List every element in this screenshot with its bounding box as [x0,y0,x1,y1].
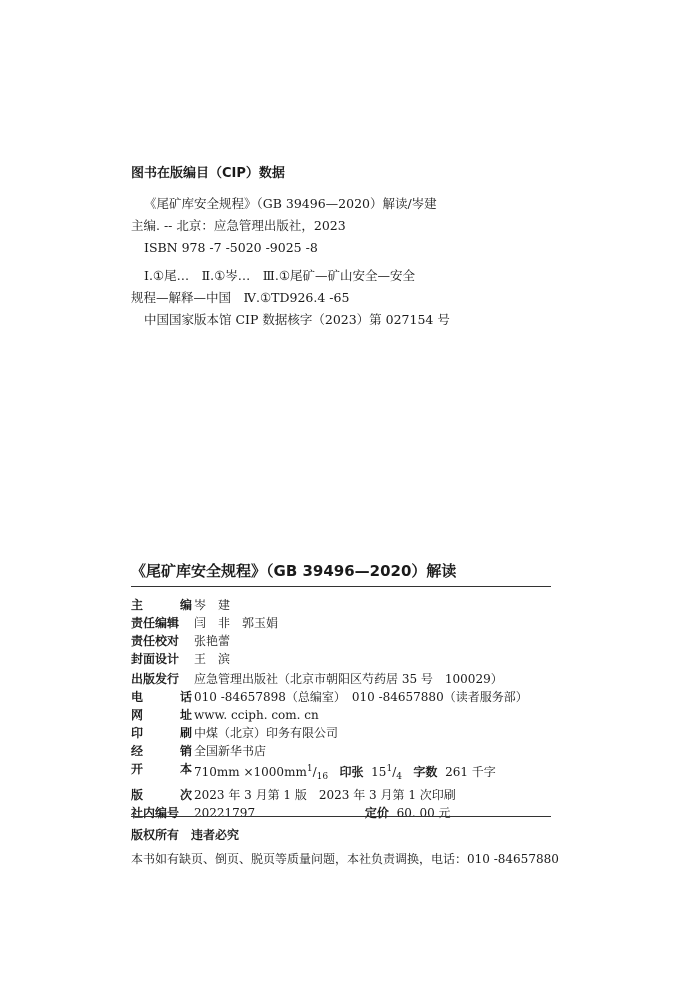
cip-line-title: 《尾矿库安全规程》（GB 39496—2020）解读/岑建 [144,196,437,211]
book-title: 《尾矿库安全规程》（GB 39496—2020）解读 [131,562,457,580]
copyright-note: 本书如有缺页、倒页、脱页等质量问题，本社负责调换，电话：010 -84657880 [131,852,559,866]
specs-block [131,760,551,822]
pub-value: 应急管理出版社（北京市朝阳区芍药居 35 号 100029） [194,672,503,686]
spec-sheets-label: 印张 [339,765,364,779]
cip-block [131,162,551,331]
cip-number: 中国国家版本馆 CIP 数据核字（2023）第 027154 号 [144,312,450,327]
spec-code-value: 20221797 [194,806,256,820]
spec-format [131,760,551,786]
pub-website [131,706,551,724]
credit-value: 岑 建 [194,598,231,612]
pub-distributor [131,742,551,760]
pub-value: 中煤（北京）印务有限公司 [194,726,339,740]
pub-label: 经 销 [131,744,192,758]
pub-publisher [131,670,551,688]
spec-value [194,804,551,822]
credit-cover-design [131,650,551,668]
spec-label: 开 本 [131,762,192,776]
divider-bottom [131,816,551,817]
credit-chief-editor [131,596,551,614]
credit-label: 责任编辑 [131,616,180,630]
spec-price-label: 定价 [364,806,389,820]
spec-format-size: 710mm ×1000mm [194,765,307,779]
pub-label: 网 址 [131,708,192,722]
spec-value: $710mm \times 1000mm^1/_{16}$ 印张 $15^1/_4$ 字数 261 千字 [194,764,496,782]
credit-value: 张艳蕾 [194,634,231,648]
spec-sheets-value: 15 [371,765,387,779]
spec-code [131,804,551,822]
credits-block [131,596,551,668]
spec-edition [131,786,551,804]
cip-line-publisher: 主编. -- 北京：应急管理出版社，2023 [131,218,346,233]
credit-label: 封面设计 [131,652,180,666]
cip-classification: Ⅰ.①尾… Ⅱ.①岑… Ⅲ.①尾矿—矿山安全—安全 [144,268,416,283]
spec-words-label: 字数 [413,765,438,779]
spec-label: 版 次 [131,788,192,802]
pub-label: 出版发行 [131,672,180,686]
divider-top [131,586,551,587]
publishing-block [131,670,551,760]
credit-label: 责任校对 [131,634,180,648]
spec-value: 2023 年 3 月第 1 版 2023 年 3 月第 1 次印刷 [194,788,456,802]
cip-classification-cont: 规程—解释—中国 Ⅳ.①TD926.4 -65 [131,290,350,305]
credit-proofreader [131,632,551,650]
pub-phone [131,688,551,706]
copyright-block [131,826,559,868]
pub-label: 印 刷 [131,726,192,740]
pub-printer [131,724,551,742]
cip-isbn: ISBN 978 -7 -5020 -9025 -8 [144,240,318,255]
pub-value: www. cciph. com. cn [194,708,319,722]
spec-price-value: 60. 00 元 [396,806,451,820]
credit-label: 主 编 [131,598,192,612]
cip-title: 图书在版编目（CIP）数据 [131,166,285,181]
credit-responsible-editor [131,614,551,632]
credit-value: 王 滨 [194,652,231,666]
pub-value: 010 -84657898（总编室） 010 -84657880（读者服务部） [194,690,528,704]
spec-label: 社内编号 [131,806,180,820]
spec-words-value: 261 千字 [445,765,496,779]
pub-value: 全国新华书店 [194,744,267,758]
credit-value: 闫 非 郭玉娟 [194,616,279,630]
pub-label: 电 话 [131,690,192,704]
copyright-title: 版权所有 违者必究 [131,828,240,842]
